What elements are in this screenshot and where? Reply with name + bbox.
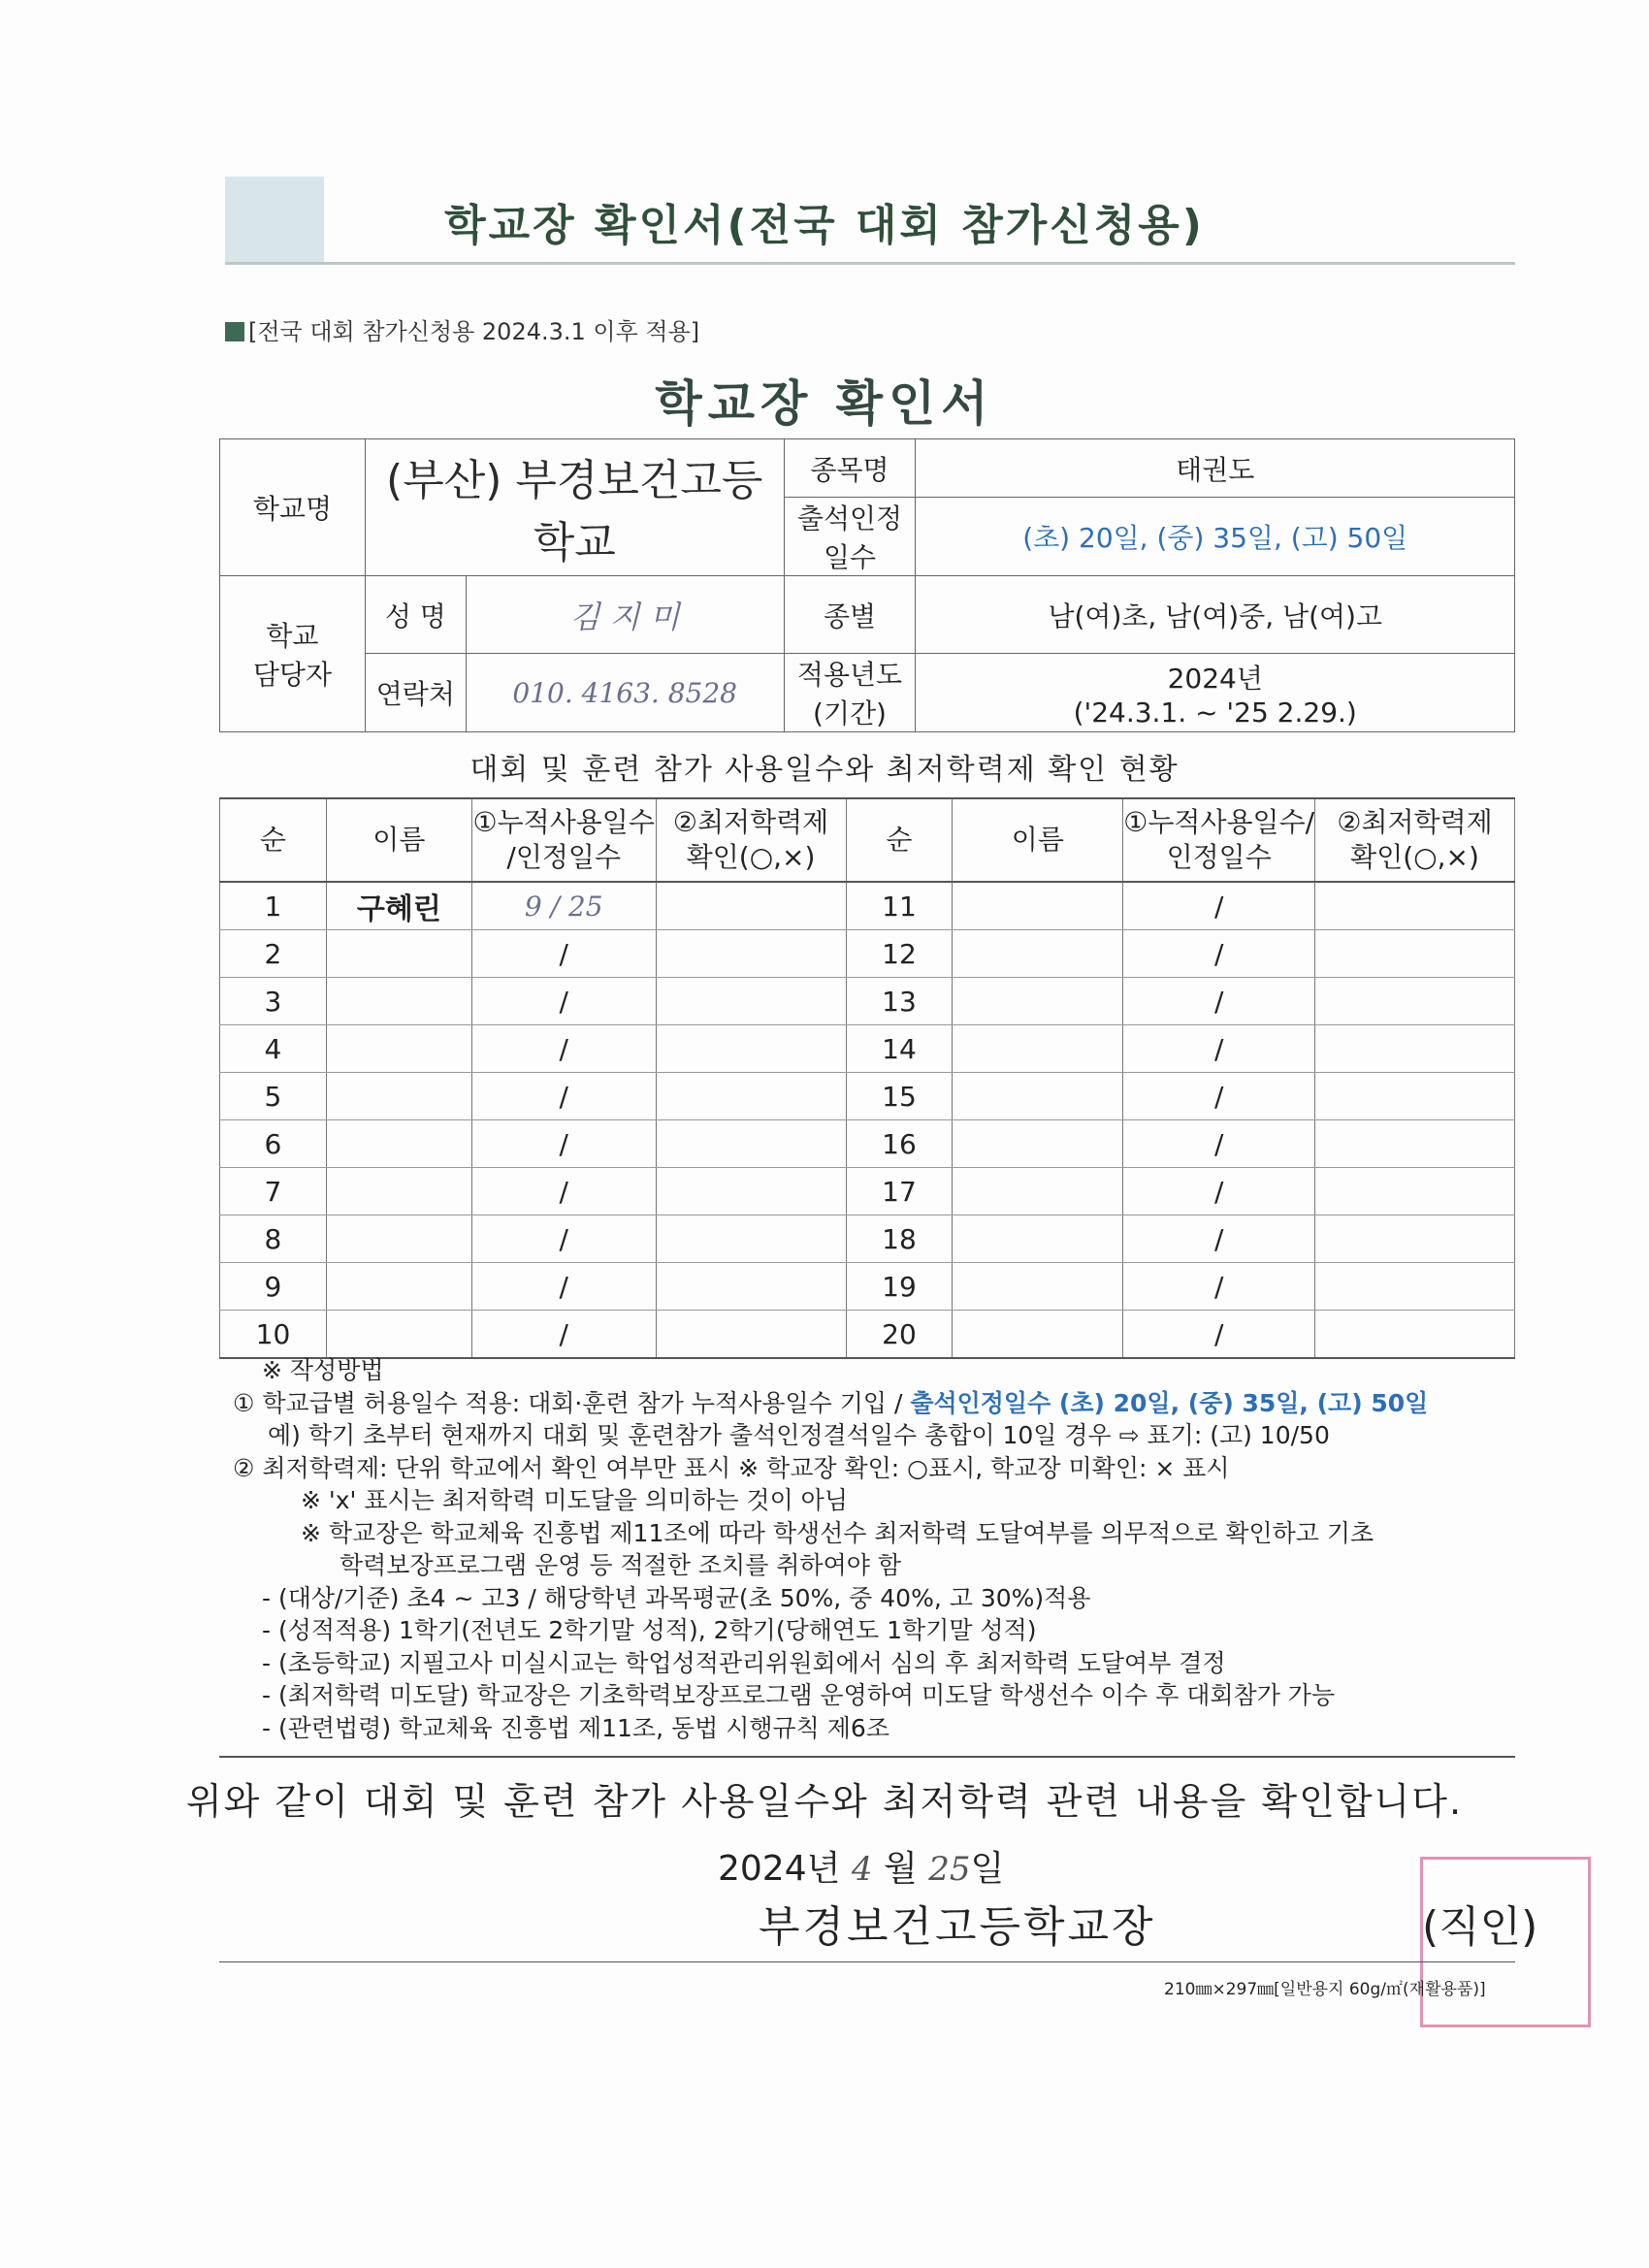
instruction-line: - (초등학교) 지필고사 미실시교는 학업성적관리위원회에서 심의 후 최저학력 도달여부 결정 — [262, 1648, 1226, 1677]
row-name — [953, 1025, 1123, 1073]
instruction-line: - (성적적용) 1학기(전년도 2학기말 성적), 2학기(당해연도 1학기말 성적) — [262, 1616, 1037, 1644]
row-number: 16 — [846, 1120, 953, 1168]
month-value: 4 — [851, 1850, 873, 1889]
row-number: 20 — [846, 1311, 953, 1359]
row-name — [326, 1120, 471, 1168]
row-number: 13 — [846, 978, 953, 1025]
row-days: / — [1123, 1120, 1315, 1168]
year-value: 2024년 ('24.3.1. ~ '25 2.29.) — [916, 654, 1515, 732]
gender-value: 남(여)초, 남(여)중, 남(여)고 — [916, 576, 1515, 654]
row-check — [656, 978, 846, 1025]
row-days: / — [471, 930, 656, 978]
table-row — [220, 1215, 1515, 1263]
col-header-no: 순 — [220, 798, 327, 882]
row-check — [1315, 978, 1515, 1025]
row-name — [326, 1215, 471, 1263]
row-check — [1315, 1120, 1515, 1168]
col-header-days: ①누적사용일수 /인정일수 — [471, 798, 656, 882]
instruction-line: ① 학교급별 허용일수 적용: 대회·훈련 참가 누적사용일수 기입 / 출석인정일수 (초) 20일, (중) 35일, (고) 50일 — [233, 1388, 1429, 1417]
gender-label: 종별 — [784, 576, 916, 654]
row-number: 17 — [846, 1168, 953, 1215]
table-row — [220, 1311, 1515, 1359]
divider — [219, 1756, 1515, 1758]
row-check — [656, 1025, 846, 1073]
row-days: / — [1123, 1311, 1315, 1359]
row-check — [656, 1168, 846, 1215]
year-label: 적용년도 (기간) — [784, 654, 916, 732]
sport-value: 태권도 — [916, 439, 1515, 498]
participation-table — [219, 797, 1515, 1359]
divider — [225, 262, 1515, 265]
manager-label: 학교 담당자 — [220, 576, 366, 732]
table-row — [220, 1168, 1515, 1215]
row-check — [1315, 930, 1515, 978]
row-check — [656, 1215, 846, 1263]
name-label: 성 명 — [365, 576, 466, 654]
signature-date: 2024년 4 월 25일 — [718, 1849, 1005, 1889]
table-row — [220, 1263, 1515, 1311]
instruction-line: 학력보장프로그램 운영 등 적절한 조치를 취하여야 함 — [340, 1551, 901, 1579]
instruction-line: ※ 'x' 표시는 최저학력 미도달을 의미하는 것이 아님 — [301, 1486, 848, 1514]
row-name — [326, 1168, 471, 1215]
row-check — [1315, 1215, 1515, 1263]
top-title: 학교장 확인서(전국 대회 참가신청용) — [444, 201, 1205, 250]
row-name — [326, 1025, 471, 1073]
row-name — [953, 1263, 1123, 1311]
row-days: / — [1123, 882, 1315, 930]
instruction-line: - (관련법령) 학교체육 진흥법 제11조, 동법 시행규칙 제6조 — [262, 1713, 889, 1742]
paper-spec-note: 210㎜×297㎜[일반용지 60g/㎡(재활용품)] — [1164, 1980, 1486, 1999]
attendance-label: 출석인정 일수 — [784, 498, 916, 576]
instructions-heading: ※ 작성방법 — [262, 1356, 384, 1384]
info-table — [219, 438, 1515, 732]
row-check — [656, 1120, 846, 1168]
row-check — [1315, 1311, 1515, 1359]
row-number: 11 — [846, 882, 953, 930]
sport-label: 종목명 — [784, 439, 916, 498]
contact-label: 연락처 — [365, 654, 466, 732]
row-number: 8 — [220, 1215, 327, 1263]
school-label: 학교명 — [220, 439, 366, 576]
row-days: / — [1123, 930, 1315, 978]
day-value: 25 — [928, 1850, 971, 1889]
table-row — [220, 930, 1515, 978]
col-header-check: ②최저학력제 확인(○,×) — [1315, 798, 1515, 882]
seal-label: (직인) — [1422, 1902, 1538, 1952]
instructions — [233, 1354, 1533, 1744]
row-number: 5 — [220, 1073, 327, 1120]
manager-name-value: 김 지 미 — [466, 576, 784, 654]
row-name — [953, 978, 1123, 1025]
row-days: / — [1123, 978, 1315, 1025]
row-name — [326, 1263, 471, 1311]
row-days: / — [471, 1073, 656, 1120]
row-days: / — [471, 1168, 656, 1215]
row-name — [953, 1215, 1123, 1263]
instruction-line: ② 최저학력제: 단위 학교에서 확인 여부만 표시 ※ 학교장 확인: ○표시, 학교장 미확인: × 표시 — [233, 1453, 1230, 1482]
table-row — [220, 978, 1515, 1025]
contact-value: 010. 4163. 8528 — [466, 654, 784, 732]
row-number: 3 — [220, 978, 327, 1025]
row-number: 19 — [846, 1263, 953, 1311]
square-bullet-icon — [225, 322, 244, 341]
row-check — [656, 1073, 846, 1120]
principal-title: 부경보건고등학교장 — [759, 1902, 1156, 1952]
row-days: / — [1123, 1263, 1315, 1311]
row-days: / — [471, 1311, 656, 1359]
row-number: 14 — [846, 1025, 953, 1073]
row-number: 1 — [220, 882, 327, 930]
table-row — [220, 1025, 1515, 1073]
table-body — [220, 882, 1515, 1358]
table-row — [220, 1073, 1515, 1120]
row-name — [326, 930, 471, 978]
row-check — [1315, 1168, 1515, 1215]
row-number: 2 — [220, 930, 327, 978]
row-check — [656, 1311, 846, 1359]
col-header-name: 이름 — [326, 798, 471, 882]
row-name — [953, 1073, 1123, 1120]
divider — [219, 1961, 1515, 1962]
row-check — [1315, 1073, 1515, 1120]
row-check — [1315, 882, 1515, 930]
col-header-days: ①누적사용일수/ 인정일수 — [1123, 798, 1315, 882]
row-number: 15 — [846, 1073, 953, 1120]
instruction-line: 예) 학기 초부터 현재까지 대회 및 훈련참가 출석인정결석일수 총합이 10일 경우 ⇨ 표기: (고) 10/50 — [268, 1421, 1330, 1449]
row-days: 9 / 25 — [471, 882, 656, 930]
row-days: / — [471, 1025, 656, 1073]
confirmation-statement: 위와 같이 대회 및 훈련 참가 사용일수와 최저학력 관련 내용을 확인합니다. — [185, 1780, 1464, 1823]
row-check — [656, 1263, 846, 1311]
row-number: 12 — [846, 930, 953, 978]
col-header-check: ②최저학력제 확인(○,×) — [656, 798, 846, 882]
row-days: / — [471, 1215, 656, 1263]
row-check — [1315, 1025, 1515, 1073]
instruction-line: - (대상/기준) 초4 ~ 고3 / 해당학년 과목평균(초 50%, 중 40%, 고 30%)적용 — [262, 1583, 1091, 1612]
school-name: (부산) 부경보건고등학교 — [365, 439, 784, 576]
row-days: / — [1123, 1215, 1315, 1263]
row-name — [953, 930, 1123, 978]
row-number: 18 — [846, 1215, 953, 1263]
row-check — [656, 882, 846, 930]
instruction-line: ※ 학교장은 학교체육 진흥법 제11조에 따라 학생선수 최저학력 도달여부를 의무적으로 확인하고 기초 — [301, 1518, 1374, 1547]
row-name — [953, 1120, 1123, 1168]
section-title: 대회 및 훈련 참가 사용일수와 최저학력제 확인 현황 — [469, 753, 1180, 787]
row-number: 10 — [220, 1311, 327, 1359]
row-days: / — [471, 1120, 656, 1168]
row-name — [326, 978, 471, 1025]
row-number: 7 — [220, 1168, 327, 1215]
row-days: / — [1123, 1073, 1315, 1120]
row-name — [953, 882, 1123, 930]
col-header-no: 순 — [846, 798, 953, 882]
row-name: 구혜린 — [326, 882, 471, 930]
row-check — [656, 930, 846, 978]
row-number: 4 — [220, 1025, 327, 1073]
row-name — [326, 1311, 471, 1359]
instruction-line: - (최저학력 미도달) 학교장은 기초학력보장프로그램 운영하여 미도달 학생선수 이수 후 대회참가 가능 — [262, 1681, 1336, 1709]
applicability-note: [전국 대회 참가신청용 2024.3.1 이후 적용] — [225, 312, 699, 346]
row-check — [1315, 1263, 1515, 1311]
attendance-value: (초) 20일, (중) 35일, (고) 50일 — [916, 498, 1515, 576]
table-row — [220, 882, 1515, 930]
row-name — [953, 1168, 1123, 1215]
row-number: 6 — [220, 1120, 327, 1168]
row-days: / — [1123, 1025, 1315, 1073]
col-header-name: 이름 — [953, 798, 1123, 882]
table-row — [220, 1120, 1515, 1168]
page-title: 학교장 확인서 — [655, 375, 994, 432]
row-name — [326, 1073, 471, 1120]
row-days: / — [1123, 1168, 1315, 1215]
row-name — [953, 1311, 1123, 1359]
row-number: 9 — [220, 1263, 327, 1311]
row-days: / — [471, 978, 656, 1025]
row-days: / — [471, 1263, 656, 1311]
